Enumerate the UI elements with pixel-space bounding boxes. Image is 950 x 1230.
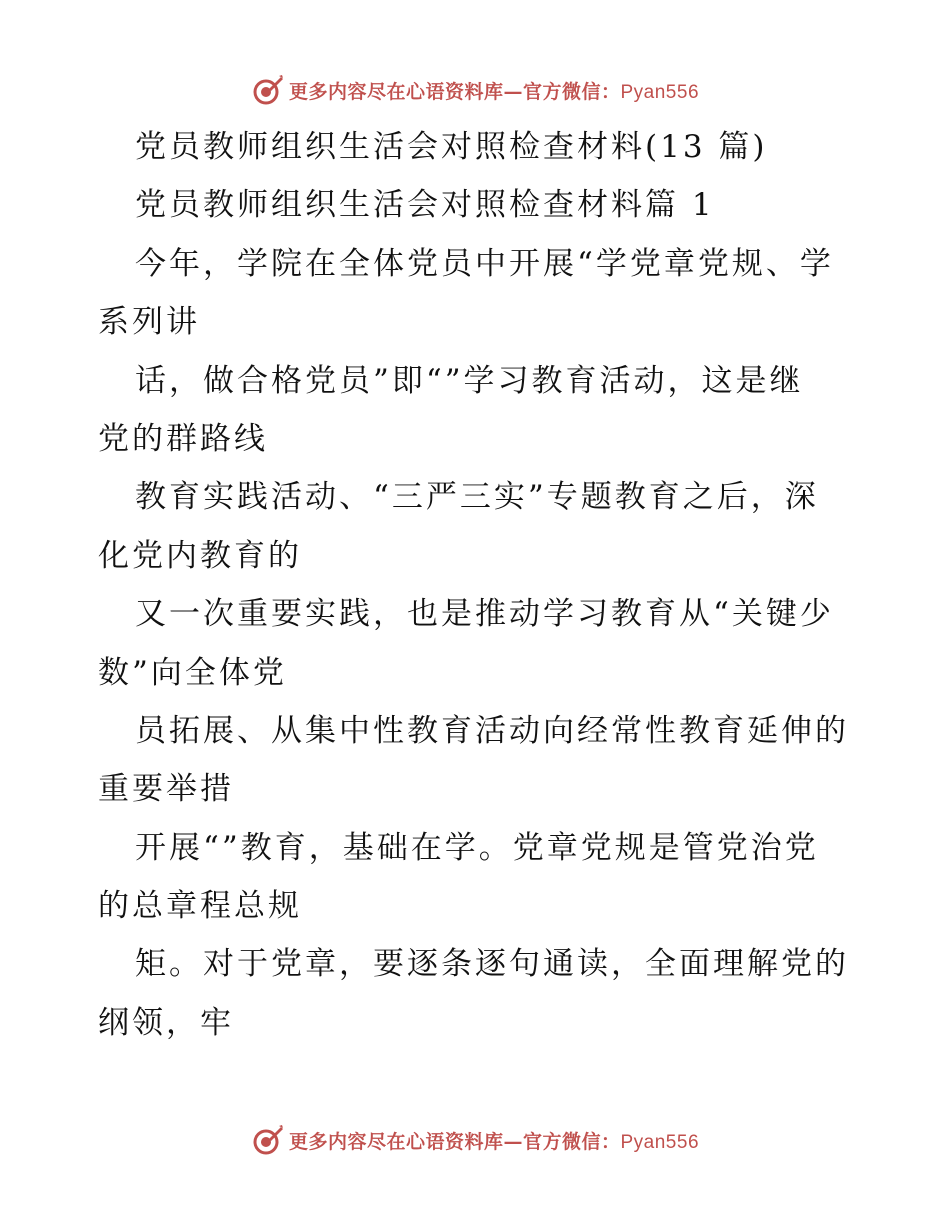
document-line: 数”向全体党 [98,654,287,691]
footer-banner [0,1120,950,1160]
pen-on-circle-logo-icon [251,1123,285,1157]
document-line: 矩。对于党章，要逐条逐句通读，全面理解党的 [135,946,849,983]
footer-banner-inner [251,1123,699,1157]
document-line: 党员教师组织生活会对照检查材料(13 篇) [135,129,768,165]
footer-banner-text [289,1127,699,1154]
document-line: 系列讲 [98,304,200,341]
header-banner [0,70,950,110]
document-line: 党员教师组织生活会对照检查材料篇 1 [135,187,715,224]
document-line: 开展“”教育，基础在学。党章党规是管党治党 [135,829,819,866]
header-banner-wechat-id: Pyan556 [620,81,700,103]
header-banner-text [289,77,699,104]
document-line: 又一次重要实践，也是推动学习教育从“关键少 [135,596,834,633]
document-line: 重要举措 [98,771,234,808]
header-banner-inner [251,73,699,107]
document-line: 员拓展、从集中性教育活动向经常性教育延伸的 [135,712,849,749]
document-line: 话，做合格党员”即“”学习教育活动，这是继 [135,362,804,399]
document-line: 的总章程总规 [98,888,302,925]
footer-banner-label: 更多内容尽在心语资料库—官方微信： [288,1130,621,1153]
document-body [98,118,858,1052]
document-line: 化党内教育的 [98,537,302,574]
document-line: 今年，学院在全体党员中开展“学党章党规、学 [135,245,834,282]
pen-on-circle-logo-icon [251,73,285,107]
header-banner-label: 更多内容尽在心语资料库—官方微信： [288,80,621,103]
document-line: 党的群路线 [98,420,268,457]
document-line: 教育实践活动、“三严三实”专题教育之后，深 [135,479,819,516]
document-line: 纲领，牢 [98,1004,234,1041]
footer-banner-wechat-id: Pyan556 [620,1131,700,1153]
